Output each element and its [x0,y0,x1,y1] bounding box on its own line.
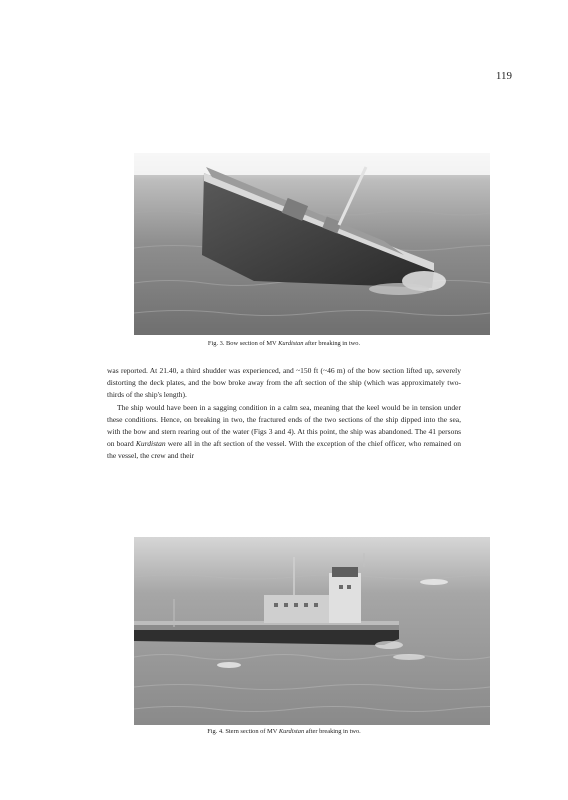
page-number: 119 [495,70,512,82]
figure-3-caption-vessel: Kurdistan [278,340,304,347]
figure-4-caption-prefix: Fig. 4. Stern section of MV [207,728,279,735]
paragraph-1: was reported. At 21.40, a third shudder was experienced, and ~150 ft (~46 m) of the bow section lifted up, severely distorting the deck plates, and the bow broke away from the aft section of the ship (which was approximately two-thirds of the ship's length). [107,366,461,400]
paragraph-2 [107,402,461,463]
figure-3-caption-prefix: Fig. 3. Bow section of MV [207,340,279,347]
bow-section-photo [134,153,490,335]
figure-3-caption [0,340,568,347]
figure-3-caption-suffix: after breaking in two. [303,340,361,347]
paragraph-2-text-a: The ship would have been in a sagging condition in a calm sea, meaning that the keel would be in tension under these conditions. Hence, on breaking in two, the fractured ends of the two sections of the ship dipped into the sea, with the bow and stern rearing out of the water (Figs 3 and 4). At this point, the ship was abandoned. The 41 persons on board [107,402,461,449]
figure-4-caption-vessel: Kurdistan [278,728,305,735]
paragraph-2-vessel: Kurdistan [135,439,166,449]
stern-section-photo [134,537,490,725]
figure-4-caption-suffix: after breaking in two. [304,728,361,735]
figure-4-caption [0,728,568,735]
body-text [107,365,461,463]
paragraph-2-text-b: were all in the aft section of the vessel. With the exception of the chief officer, who remained on the vessel, the crew and their [107,439,462,461]
